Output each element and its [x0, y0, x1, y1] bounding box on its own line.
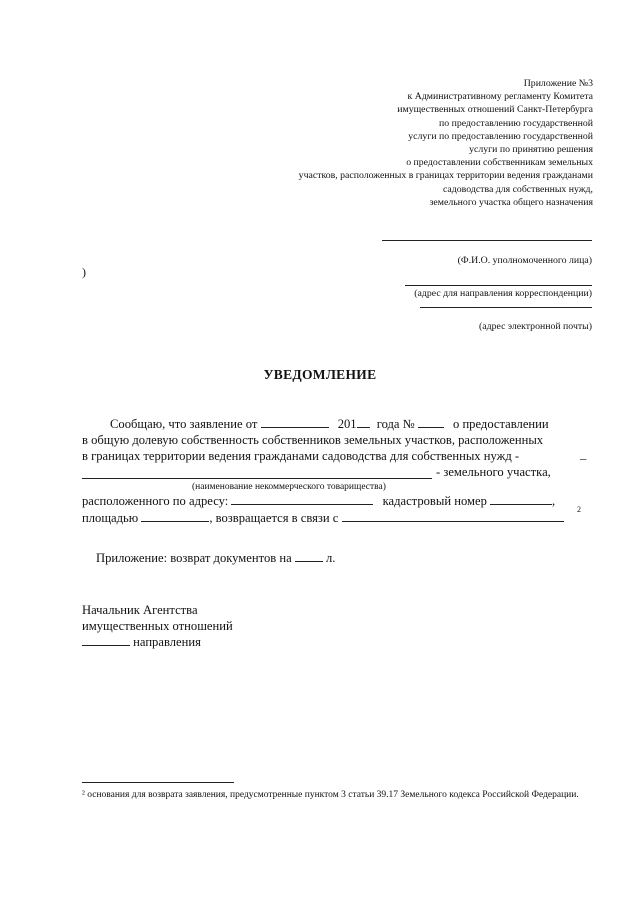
document-header [173, 77, 593, 209]
body-line-6: площадью , возвращается в связи с [82, 511, 564, 526]
document-title: УВЕДОМЛЕНИЕ [263, 367, 377, 382]
header-line: садоводства для собственных нужд, [442, 183, 593, 195]
cadastral-number-field[interactable] [490, 504, 552, 505]
department-field[interactable] [82, 645, 130, 646]
body-line-5: расположенного по адресу: кадастровый номер , [82, 494, 556, 508]
footnote: ² основания для возврата заявления, предусмотренные пунктом 3 статьи 39.17 Земельного кодекса Российской Федерации. [82, 790, 579, 800]
signature-line-3: направления [82, 635, 201, 650]
signature-line-2: имущественных отношений [82, 619, 233, 633]
body-line-3-end: _ [580, 447, 587, 461]
footnote-ref: 2 [577, 505, 581, 514]
body-line-2: в общую долевую собственность собственников земельных участков, расположенных [82, 433, 544, 447]
body-line-4-end: - земельного участка, [436, 465, 551, 479]
date-field[interactable] [261, 427, 329, 428]
left-mark: ) [82, 265, 86, 279]
address-caption: (адрес для направления корреспонденции) [414, 288, 592, 299]
footnote-rule [82, 782, 234, 783]
header-line: имущественных отношений Санкт-Петербурга [397, 104, 593, 116]
header-line: услуги по принятию решения [469, 144, 593, 156]
attachment-line: Приложение: возврат документов на л. [96, 551, 336, 565]
header-line: к Административному регламенту Комитета [407, 91, 593, 103]
organization-caption: (наименование некоммерческого товарищества) [192, 482, 386, 492]
header-line: по предоставлению государственной [439, 117, 593, 129]
organization-name-field[interactable] [82, 478, 432, 479]
fio-caption: (Ф.И.О. уполномоченного лица) [457, 255, 592, 266]
header-line: услуги по предоставлению государственной [408, 130, 593, 142]
body-line-3: в границах территории ведения гражданами садоводства для собственных нужд - [82, 449, 520, 463]
header-line: участков, расположенных в границах территории ведения гражданами [298, 170, 593, 182]
header-line: Приложение №3 [523, 78, 593, 89]
reason-field[interactable] [342, 521, 564, 522]
header-line: о предоставлении собственникам земельных [406, 157, 593, 169]
application-number-field[interactable] [418, 427, 444, 428]
address-field[interactable] [405, 285, 592, 286]
year-suffix-field[interactable] [357, 427, 370, 428]
fio-field[interactable] [382, 240, 592, 241]
pages-count-field[interactable] [295, 561, 323, 562]
email-field[interactable] [420, 307, 592, 308]
email-caption: (адрес электронной почты) [479, 321, 592, 332]
signature-line-1: Начальник Агентства [82, 603, 198, 617]
header-line: земельного участка общего назначения [429, 196, 593, 208]
body-line-1: Сообщаю, что заявление от 201 года № о предоставлении [110, 417, 549, 431]
address-input[interactable] [231, 504, 373, 505]
area-field[interactable] [141, 521, 209, 522]
